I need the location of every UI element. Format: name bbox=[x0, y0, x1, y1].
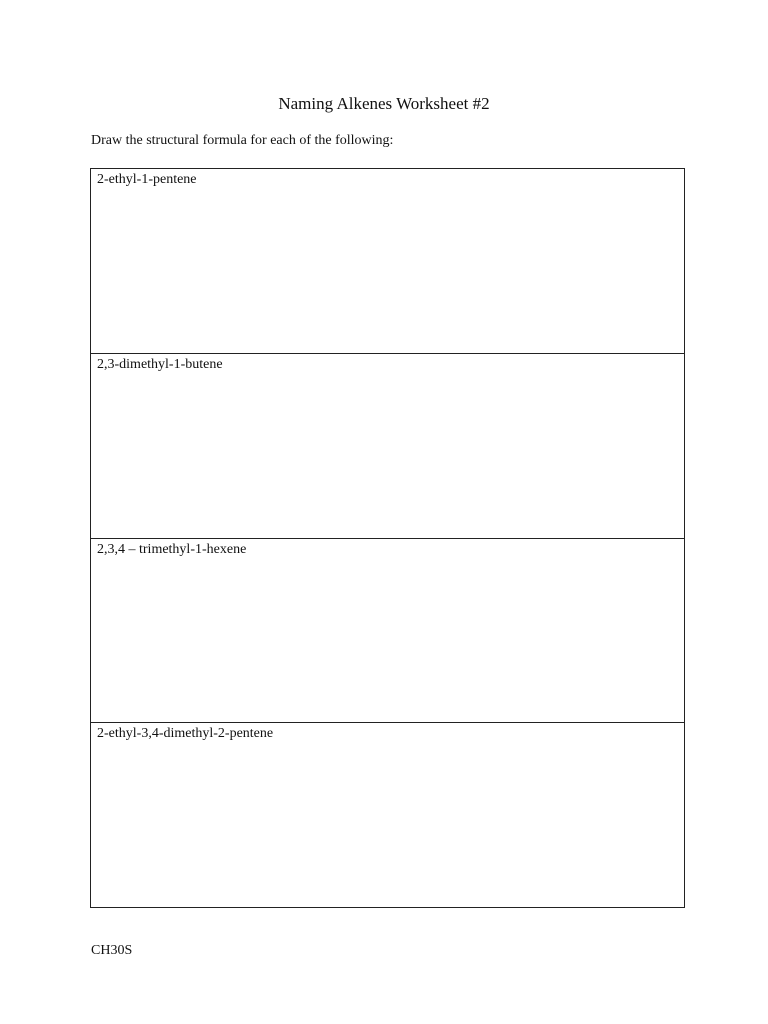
answer-space bbox=[91, 376, 684, 538]
answer-space bbox=[91, 745, 684, 907]
problem-label: 2-ethyl-1-pentene bbox=[97, 172, 197, 187]
problem-label: 2,3,4 – trimethyl-1-hexene bbox=[97, 542, 247, 557]
problem-table bbox=[90, 168, 685, 908]
problem-label: 2-ethyl-3,4-dimethyl-2-pentene bbox=[97, 726, 274, 741]
instructions-text: Draw the structural formula for each of the following: bbox=[91, 133, 394, 148]
problem-row bbox=[91, 722, 684, 907]
page-title: Naming Alkenes Worksheet #2 bbox=[278, 94, 490, 113]
answer-space bbox=[91, 561, 684, 723]
course-code: CH30S bbox=[91, 943, 133, 958]
problem-label: 2,3-dimethyl-1-butene bbox=[97, 357, 223, 372]
problem-row bbox=[91, 538, 684, 723]
problem-row bbox=[91, 353, 684, 538]
answer-space bbox=[91, 191, 684, 354]
problem-row bbox=[91, 169, 684, 354]
